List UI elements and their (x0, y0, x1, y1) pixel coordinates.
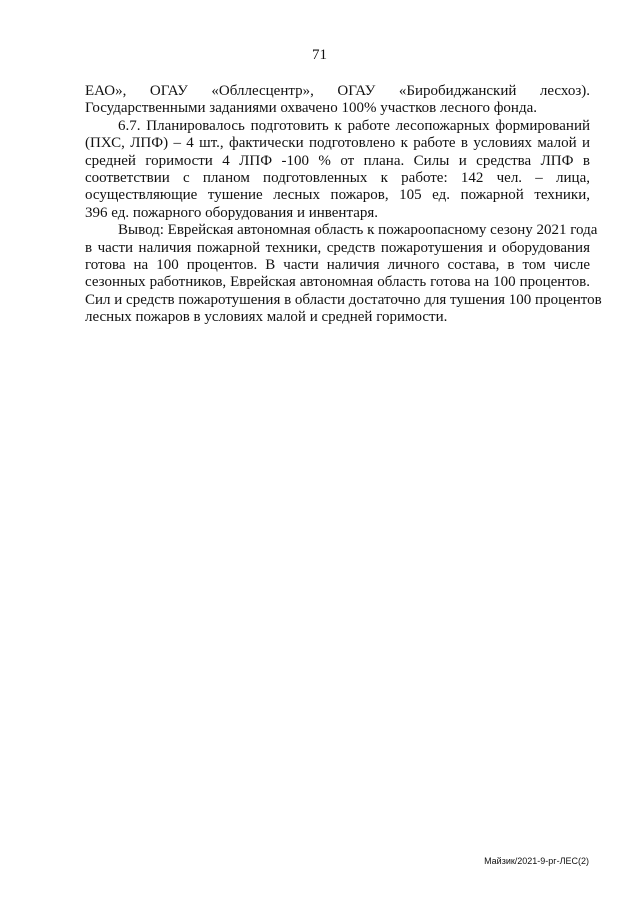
paragraph-6-7 (85, 118, 590, 222)
footer-document-code: Майзик/2021-9-рг-ЛЕС(2) (484, 856, 589, 866)
paragraph-continuation (85, 83, 590, 118)
text-line: осуществляющие тушение лесных пожаров, 105 ед. пожарной техники, (85, 187, 590, 204)
text-line: Вывод: Еврейская автономная область к пожароопасному сезону 2021 года (118, 222, 598, 239)
text-line: готова на 100 процентов. В части наличия личного состава, в том числе (85, 257, 590, 274)
text-line: лесных пожаров в условиях малой и средней горимости. (85, 309, 448, 326)
document-body (85, 83, 602, 327)
text-line: Сил и средств пожаротушения в области достаточно для тушения 100 процентов (85, 291, 602, 308)
text-line: 6.7. Планировалось подготовить к работе лесопожарных формирований (118, 117, 590, 134)
paragraph-conclusion (85, 222, 602, 326)
text-line: 396 ед. пожарного оборудования и инвентаря. (85, 204, 378, 221)
text-line: соответствии с планом подготовленных к работе: 142 чел. – лица, (85, 170, 590, 187)
text-line: ЕАО», ОГАУ «Обллесцентр», ОГАУ «Биробиджанский лесхоз). (85, 83, 590, 99)
text-line: в части наличия пожарной техники, средств пожаротушения и оборудования (85, 239, 590, 256)
text-line: (ПХС, ЛПФ) – 4 шт., фактически подготовлено к работе в условиях малой и (85, 135, 590, 152)
text-line: сезонных работников, Еврейская автономная область готова на 100 процентов. (85, 274, 590, 291)
text-line: Государственными заданиями охвачено 100% участков лесного фонда. (85, 100, 537, 117)
page-number: 71 (312, 47, 327, 63)
text-line: средней горимости 4 ЛПФ -100 % от плана. Силы и средства ЛПФ в (85, 152, 590, 169)
